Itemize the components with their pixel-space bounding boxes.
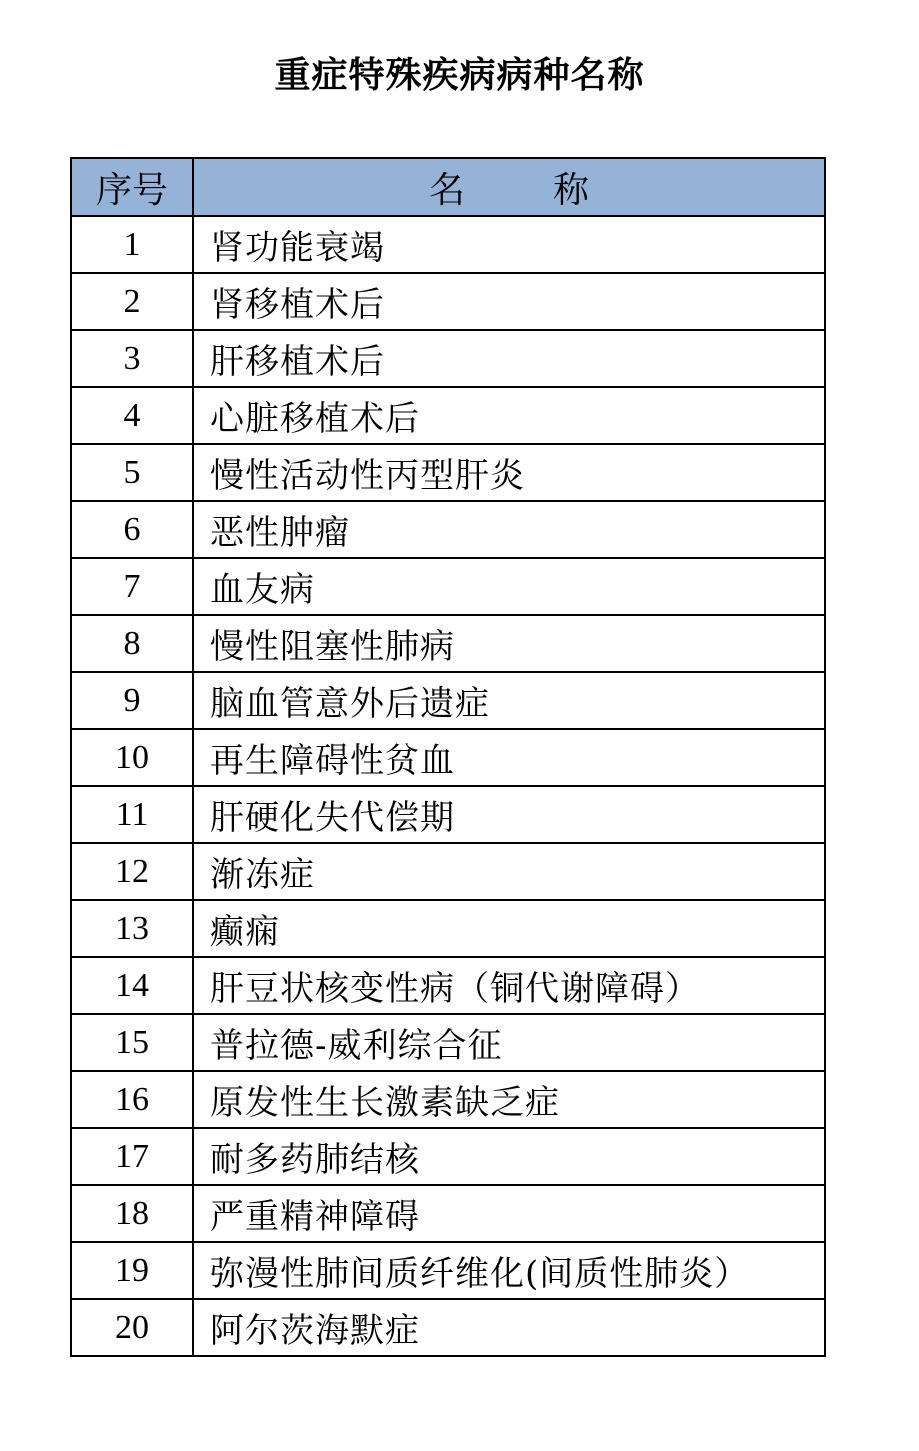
disease-name: 肾移植术后	[193, 273, 825, 330]
disease-name: 阿尔茨海默症	[193, 1299, 825, 1356]
table-row	[71, 957, 825, 1014]
disease-name: 严重精神障碍	[193, 1185, 825, 1242]
disease-table	[70, 157, 826, 1357]
row-number: 10	[71, 729, 193, 786]
table-row	[71, 900, 825, 957]
table-row	[71, 729, 825, 786]
table-row	[71, 1299, 825, 1356]
disease-name: 血友病	[193, 558, 825, 615]
disease-name: 慢性阻塞性肺病	[193, 615, 825, 672]
row-number: 8	[71, 615, 193, 672]
row-number: 16	[71, 1071, 193, 1128]
row-number: 7	[71, 558, 193, 615]
table-row	[71, 1014, 825, 1071]
table-row	[71, 387, 825, 444]
header-name-part2: 称	[553, 169, 590, 211]
row-number: 1	[71, 216, 193, 273]
disease-name: 原发性生长激素缺乏症	[193, 1071, 825, 1128]
table-row	[71, 216, 825, 273]
disease-name: 肝豆状核变性病（铜代谢障碍）	[193, 957, 825, 1014]
row-number: 18	[71, 1185, 193, 1242]
row-number: 6	[71, 501, 193, 558]
disease-name: 癫痫	[193, 900, 825, 957]
table-row	[71, 672, 825, 729]
table-header-row	[71, 158, 825, 216]
header-no: 序号	[71, 158, 193, 216]
disease-name: 肾功能衰竭	[193, 216, 825, 273]
disease-name: 肝硬化失代偿期	[193, 786, 825, 843]
row-number: 13	[71, 900, 193, 957]
table-row	[71, 1185, 825, 1242]
table-body	[71, 216, 825, 1356]
table-row	[71, 786, 825, 843]
disease-name: 肝移植术后	[193, 330, 825, 387]
header-name	[193, 158, 825, 216]
table-row	[71, 615, 825, 672]
row-number: 14	[71, 957, 193, 1014]
disease-name: 弥漫性肺间质纤维化(间质性肺炎）	[193, 1242, 825, 1299]
disease-name: 耐多药肺结核	[193, 1128, 825, 1185]
table-row	[71, 843, 825, 900]
table-row	[71, 1128, 825, 1185]
table-row	[71, 273, 825, 330]
row-number: 20	[71, 1299, 193, 1356]
table-row	[71, 501, 825, 558]
table-row	[71, 1242, 825, 1299]
disease-name: 普拉德-威利综合征	[193, 1014, 825, 1071]
table-row	[71, 444, 825, 501]
table-row	[71, 558, 825, 615]
disease-name: 渐冻症	[193, 843, 825, 900]
row-number: 3	[71, 330, 193, 387]
document-title: 重症特殊疾病病种名称	[274, 55, 645, 96]
row-number: 17	[71, 1128, 193, 1185]
disease-name: 心脏移植术后	[193, 387, 825, 444]
row-number: 9	[71, 672, 193, 729]
disease-name: 脑血管意外后遗症	[193, 672, 825, 729]
row-number: 15	[71, 1014, 193, 1071]
row-number: 11	[71, 786, 193, 843]
row-number: 19	[71, 1242, 193, 1299]
disease-name: 恶性肿瘤	[193, 501, 825, 558]
table-row	[71, 330, 825, 387]
row-number: 4	[71, 387, 193, 444]
disease-name: 慢性活动性丙型肝炎	[193, 444, 825, 501]
row-number: 5	[71, 444, 193, 501]
header-name-part1: 名	[428, 169, 465, 211]
row-number: 12	[71, 843, 193, 900]
row-number: 2	[71, 273, 193, 330]
table-row	[71, 1071, 825, 1128]
disease-name: 再生障碍性贫血	[193, 729, 825, 786]
